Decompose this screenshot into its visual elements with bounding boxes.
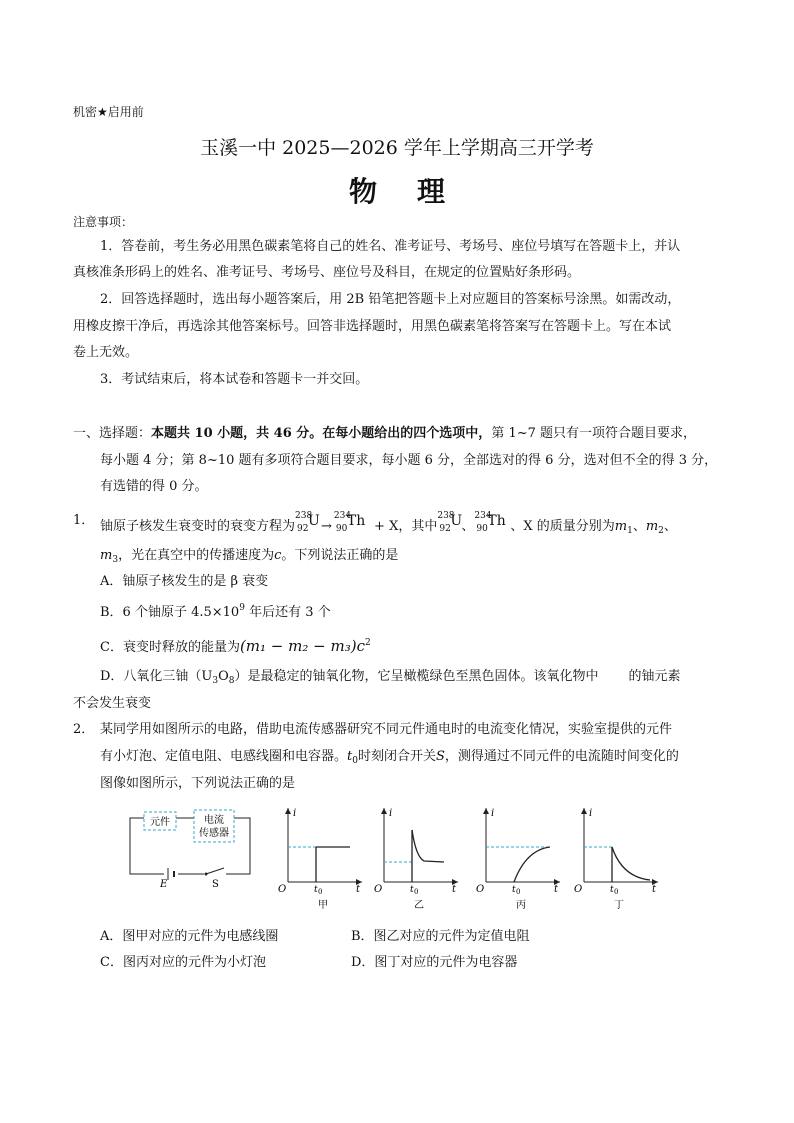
- q1-stem-line-2: $m_3$，光在真空中的传播速度为c。下列说法正确的是: [100, 548, 399, 565]
- q2-option-a[interactable]: A．图甲对应的元件为电感线圈: [100, 929, 279, 944]
- exam-title: 玉溪一中 2025—2026 学年上学期高三开学考: [200, 137, 594, 159]
- svg-text:i: i: [491, 808, 495, 819]
- svg-text:i: i: [293, 808, 297, 819]
- q1-stem-text: 铀原子核发生衰变时的衰变方程为: [100, 519, 296, 534]
- note-line-1: 1．答卷前，考生务必用黑色碳素笔将自己的姓名、准考证号、考场号、座位号填写在答题卡上，并认: [100, 239, 681, 254]
- notes-title: 注意事项：: [73, 215, 134, 229]
- q1-option-c[interactable]: C．衰变时释放的能量为$(m_1 - m_2 - m_3)c^2$: [100, 637, 371, 655]
- section-rest-text: 第 1~7 题只有一项符合题目要求，: [491, 426, 697, 441]
- svg-text:0: 0: [516, 888, 521, 896]
- battery-label: E: [160, 879, 168, 888]
- circuit-diagram: [120, 808, 260, 888]
- graph-bing: [474, 802, 564, 912]
- q1-option-d-line-2: 不会发生衰变: [73, 696, 152, 711]
- svg-text:i: i: [589, 808, 593, 819]
- section-prefix: 一、选择题：: [73, 426, 152, 441]
- graph-jia: [276, 802, 366, 912]
- note-line-6: 3．考试结束后，将本试卷和答题卡一并交回。: [100, 372, 369, 387]
- sensor-label-1: 电流: [204, 815, 224, 826]
- graph-caption: 甲: [318, 900, 328, 911]
- q1-option-b[interactable]: B．6 个铀原子 $4.5\times 10^9$ 年后还有 3 个: [100, 603, 331, 620]
- thorium-nuclide-2: 234 90 Th: [474, 511, 506, 534]
- thorium-nuclide: 234 90 Th: [333, 511, 366, 534]
- svg-text:t: t: [652, 884, 657, 895]
- svg-text:t: t: [512, 885, 516, 895]
- svg-text:O: O: [476, 884, 485, 895]
- svg-text:O: O: [278, 884, 287, 895]
- graph-caption: 乙: [414, 900, 424, 911]
- svg-text:t: t: [452, 884, 457, 895]
- q2-stem-line-2: 有小灯泡、定值电阻、电感线圈和电容器。$t_0$时刻闭合开关S，测得通过不同元件的电流随时间变化的: [100, 749, 679, 766]
- graph-ding: [572, 802, 662, 912]
- sensor-label-2: 传感器: [199, 828, 229, 839]
- note-line-4: 用橡皮擦干净后，再选涂其他答案标号。回答非选择题时，用黑色碳素笔将答案写在答题卡上。写在本试: [73, 319, 672, 334]
- q1-number: 1．: [73, 513, 95, 528]
- graph-yi: [372, 802, 462, 912]
- svg-text:0: 0: [414, 888, 419, 896]
- svg-text:0: 0: [614, 888, 619, 896]
- uranium-nuclide: 238 92 U: [295, 511, 320, 534]
- svg-text:t: t: [610, 885, 614, 895]
- q1-option-d[interactable]: D．八氧化三铀$(U_3O_8)$是最稳定的铀氧化物，它呈橄榄绿色至黑色固体。该氧化物中 的铀元素: [100, 669, 681, 686]
- svg-text:O: O: [574, 884, 583, 895]
- switch-label: S: [212, 879, 219, 888]
- q2-stem-line-1: 某同学用如图所示的电路，借助电流传感器研究不同元件通电时的电流变化情况，实验室提供的元件: [100, 722, 673, 737]
- uranium-nuclide-2: 238 92 U: [437, 511, 463, 534]
- note-line-5: 卷上无效。: [73, 345, 139, 360]
- q2-option-b[interactable]: B．图乙对应的元件为定值电阻: [351, 929, 530, 944]
- arrow: →: [321, 519, 332, 534]
- svg-text:t: t: [356, 884, 361, 895]
- q2-option-c[interactable]: C．图丙对应的元件为小灯泡: [100, 955, 266, 970]
- note-line-3: 2．回答选择题时，选出每小题答案后，用 2B 铅笔把答题卡上对应题目的答案标号涂黑。如需改动，: [100, 292, 681, 307]
- graph-caption: 丁: [614, 900, 624, 911]
- component-label: 元件: [150, 817, 170, 828]
- x-particle: + X: [369, 519, 399, 534]
- section-bold-text: 本题共 10 小题，共 46 分。在每小题给出的四个选项中，: [151, 426, 492, 441]
- svg-text:t: t: [410, 885, 414, 895]
- q2-stem-line-3: 图像如图所示，下列说法正确的是: [100, 776, 296, 791]
- svg-text:i: i: [389, 808, 393, 819]
- section-heading-line-1: [73, 427, 696, 440]
- svg-text:O: O: [374, 884, 383, 895]
- q1-option-a[interactable]: A．铀原子核发生的是 β 衰变: [100, 574, 269, 589]
- svg-text:t: t: [554, 884, 559, 895]
- secret-tag: 机密★启用前: [73, 105, 144, 119]
- q1-stem-line-1: 铀原子核发生衰变时的衰变方程为 238 92 U → 234 90 Th + X，其中 238 92 U 、 234 90 Th 、X 的质量分别为$m_1$、$m_2$、: [100, 511, 677, 536]
- svg-text:0: 0: [318, 888, 323, 896]
- q2-option-d[interactable]: D．图丁对应的元件为电容器: [351, 955, 518, 970]
- note-line-2: 真核准条形码上的姓名、准考证号、考场号、座位号及科目，在规定的位置贴好条形码。: [73, 265, 581, 280]
- q2-number: 2．: [73, 722, 95, 737]
- section-heading-line-2: 每小题 4 分；第 8~10 题有多项符合题目要求，每小题 6 分，全部选对的得 6 分，选对但不全的得 3 分，: [100, 453, 718, 468]
- section-heading-line-3: 有选错的得 0 分。: [100, 479, 208, 494]
- svg-text:t: t: [314, 885, 318, 895]
- graph-caption: 丙: [516, 900, 526, 911]
- subject-title: 物理: [348, 175, 485, 208]
